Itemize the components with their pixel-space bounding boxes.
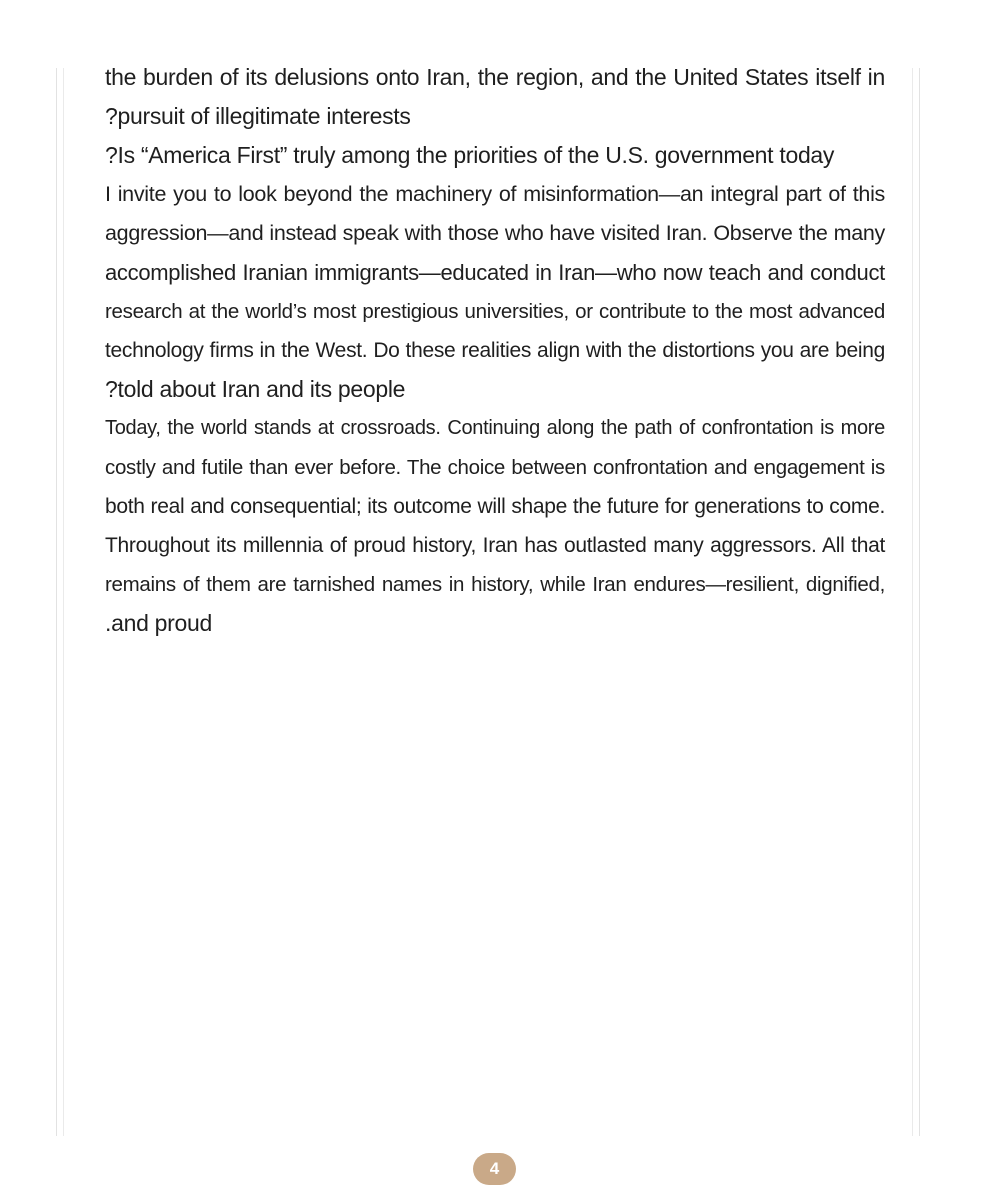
text-line: Throughout its millennia of proud history, Iran has outlasted many aggressors. All that — [105, 534, 885, 557]
text-line: ?pursuit of illegitimate interests — [105, 103, 411, 129]
text-line: ?Is “America First” truly among the priorities of the U.S. government today — [105, 142, 835, 168]
text-line: the burden of its delusions onto Iran, the region, and the United States itself in — [105, 64, 885, 90]
text-line: both real and consequential; its outcome will shape the future for generations to come. — [105, 495, 885, 518]
text-line: ?told about Iran and its people — [105, 376, 406, 402]
text-line: costly and futile than ever before. The choice between confrontation and engagement is — [105, 456, 885, 479]
text-line: remains of them are tarnished names in history, while Iran endures—resilient, dignified, — [105, 573, 885, 596]
page-border-right-outer — [919, 68, 920, 1136]
page-border-left-inner — [63, 68, 64, 1136]
text-line: accomplished Iranian immigrants—educated in Iran—who now teach and conduct — [105, 260, 885, 285]
text-line: technology firms in the West. Do these realities align with the distortions you are being — [105, 339, 885, 362]
document-body — [105, 58, 885, 643]
text-line: Today, the world stands at crossroads. Continuing along the path of confrontation is more — [105, 417, 885, 439]
page-number-badge: 4 — [473, 1153, 516, 1185]
text-line: research at the world’s most prestigious universities, or contribute to the most advanced — [105, 300, 885, 323]
text-line: .and proud — [105, 610, 212, 636]
page-border-left-outer — [56, 68, 57, 1136]
page-border-right-inner — [912, 68, 913, 1136]
text-line: aggression—and instead speak with those who have visited Iran. Observe the many — [105, 221, 885, 245]
text-line: I invite you to look beyond the machinery of misinformation—an integral part of this — [105, 182, 885, 206]
